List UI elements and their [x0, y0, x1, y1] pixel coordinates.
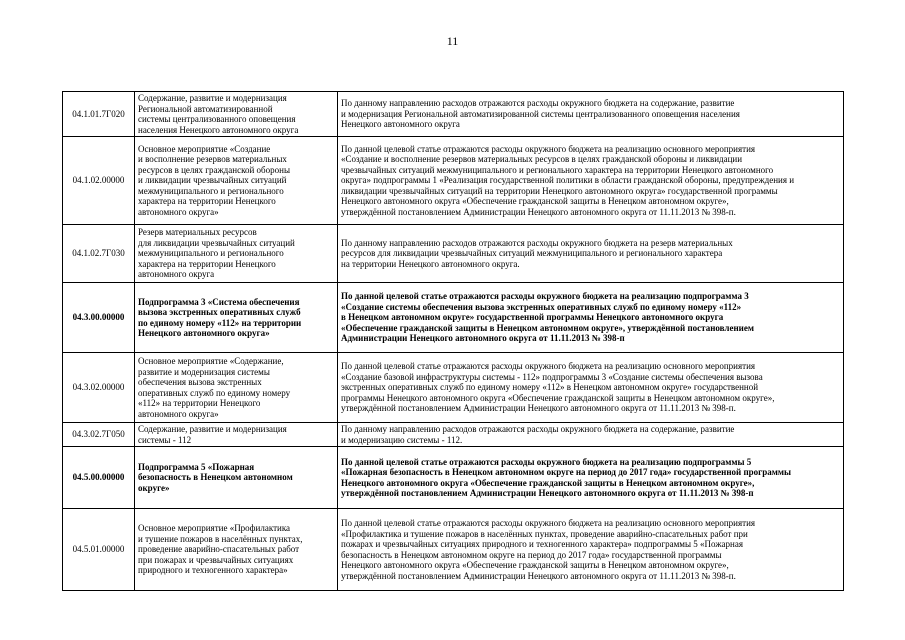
table-row	[63, 353, 844, 423]
name-line: населения Ненецкого автономного округа	[138, 124, 299, 135]
table-row	[63, 423, 844, 447]
target-article-code: 04.5.01.00000	[63, 509, 135, 591]
name-line: Основное мероприятие «Создание	[138, 143, 271, 154]
name-line: Ненецкого автономного округа»	[138, 328, 270, 338]
description-line: По данной целевой статье отражаются расходы окружного бюджета на реализацию основного мероприятия	[341, 518, 756, 528]
description-line: «Профилактика и тушение пожаров в населённых пунктах, проведение аварийно-спасательных работ при	[341, 528, 748, 539]
target-article-code: 04.5.00.00000	[63, 447, 135, 509]
description-line: По данной целевой статье отражаются расходы окружного бюджета на реализацию подпрограмма 3	[341, 291, 749, 302]
target-article-name	[135, 353, 338, 423]
name-line: по единому номеру «112» на территории	[138, 317, 302, 328]
name-line: Содержание, развитие и модернизация	[138, 93, 287, 103]
description-line: ресурсов для ликвидации чрезвычайных ситуаций межмуниципального и регионального характера	[341, 248, 723, 259]
description-line: на территории Ненецкого автономного округа.	[341, 258, 520, 269]
target-article-description	[338, 225, 844, 283]
page-number: 11	[446, 34, 459, 48]
name-line: характера на территории Ненецкого	[138, 258, 276, 269]
name-line: Содержание, развитие и модернизация	[138, 424, 287, 434]
name-line: «112» на территории Ненецкого	[138, 398, 261, 408]
name-line: автономного округа»	[138, 408, 219, 419]
target-article-description	[338, 283, 844, 353]
description-line: утверждённой постановлением Администрации Ненецкого автономного округа от 11.11.2013 № 398-п	[341, 488, 754, 498]
target-article-name	[135, 509, 338, 591]
name-line: автономного округа»	[138, 206, 219, 217]
description-line: Ненецкого автономного округа «Обеспечение гражданской защиты в Ненецком автономном округе»,	[341, 560, 729, 570]
target-article-code: 04.1.02.7Г030	[63, 225, 135, 283]
target-article-code: 04.1.01.7Г020	[63, 92, 135, 137]
name-line: ресурсов в целях гражданской обороны	[138, 164, 290, 175]
target-article-name	[135, 423, 338, 447]
description-line: и модернизацию системы - 112.	[341, 434, 463, 445]
description-line: и модернизация Региональной автоматизированной системы централизованного оповещения населения	[341, 108, 740, 119]
description-line: Ненецкого автономного округа	[341, 119, 460, 130]
description-line: Ненецкого автономного округа «Обеспечение гражданской защиты в Ненецком автономном округе»,	[341, 196, 729, 207]
table-row	[63, 447, 844, 509]
description-line: безопасность в Ненецком автономном округе на период до 2017 года» государственной программы	[341, 549, 722, 560]
description-line: утверждённой постановлением Администрации Ненецкого автономного округа от 11.11.2013 № 398-п.	[341, 403, 736, 414]
name-line: Резерв материальных ресурсов	[138, 227, 257, 238]
name-line: Подпрограмма 3 «Система обеспечения	[138, 296, 300, 307]
description-line: По данной целевой статье отражаются расходы окружного бюджета на реализацию основного мероприятия	[341, 361, 756, 372]
target-article-description	[338, 92, 844, 137]
description-line: пожарах и чрезвычайных ситуациях природного и техногенного характера» подпрограммы 5 «Пожарная	[341, 539, 743, 549]
description-line: По данному направлению расходов отражаются расходы окружного бюджета на содержание, развитие	[341, 98, 735, 109]
name-line: автономного округа	[138, 269, 215, 280]
name-line: обеспечения вызова экстренных	[138, 377, 262, 387]
name-line: проведение аварийно-спасательных работ	[138, 544, 300, 555]
name-line: природного и техногенного характера»	[138, 565, 288, 576]
description-line: «Обеспечение гражданской защиты в Ненецком автономном округе», утверждённой постановлением	[341, 322, 754, 333]
target-article-description	[338, 447, 844, 509]
description-line: «Создание базовой инфраструктуры системы - 112» подпрограммы 3 «Создание системы обеспечения вызова	[341, 371, 763, 382]
name-line: для ликвидации чрезвычайных ситуаций	[138, 237, 295, 248]
name-line: характера на территории Ненецкого	[138, 196, 276, 207]
description-line: экстренных оперативных служб по единому номеру «112» в Ненецком автономном округе» государственной	[341, 382, 759, 393]
name-line: и восполнение резервов материальных	[138, 154, 287, 165]
name-line: безопасность в Ненецком автономном	[138, 472, 293, 483]
target-article-code: 04.3.00.00000	[63, 283, 135, 353]
name-line: Региональной автоматизированной	[138, 103, 273, 114]
name-line: и ликвидации чрезвычайных ситуаций	[138, 175, 287, 186]
name-line: вызова экстренных оперативных служб	[138, 307, 301, 317]
description-line: По данному направлению расходов отражаются расходы окружного бюджета на резерв материальных	[341, 237, 733, 248]
table-row	[63, 225, 844, 283]
description-line: По данной целевой статье отражаются расходы окружного бюджета на реализацию подпрограммы 5	[341, 456, 752, 467]
description-line: ликвидации чрезвычайных ситуаций на территории Ненецкого автономного округа» государственной программы	[341, 185, 778, 196]
target-article-description	[338, 353, 844, 423]
name-line: Основное мероприятие «Содержание,	[138, 356, 284, 366]
description-line: «Создание системы обеспечения вызова экстренных оперативных служб по единому номеру «112»	[341, 301, 742, 312]
description-line: «Пожарная безопасность в Ненецком автономном округе на период до 2017 года» государственной программы	[341, 467, 792, 477]
description-line: «Создание и восполнение резервов материальных ресурсов в целях гражданской обороны и ликвидации	[341, 154, 743, 165]
description-line: в Ненецком автономном округе» государственной программы Ненецкого автономного округа	[341, 312, 724, 323]
target-article-description	[338, 509, 844, 591]
target-article-code: 04.3.02.7Г050	[63, 423, 135, 447]
target-article-description	[338, 423, 844, 447]
name-line: системы централизованного оповещения	[138, 114, 296, 124]
name-line: и тушение пожаров в населённых пунктах,	[138, 533, 303, 544]
name-line: межмуниципального и регионального	[138, 248, 284, 259]
description-line: утверждённой постановлением Администрации Ненецкого автономного округа от 11.11.2013 № 398-п.	[341, 206, 736, 217]
description-line: По данной целевой статье отражаются расходы окружного бюджета на реализацию основного мероприятия	[341, 143, 756, 154]
target-article-code: 04.1.02.00000	[63, 137, 135, 225]
description-line: округа» подпрограммы 1 «Реализация государственной политики в области гражданской обороны, предупреждения и	[341, 175, 795, 186]
description-line: По данному направлению расходов отражаются расходы окружного бюджета на содержание, развитие	[341, 424, 735, 434]
target-article-name	[135, 92, 338, 137]
description-line: чрезвычайных ситуаций межмуниципального и регионального характера на территории Ненецкого автономного	[341, 164, 774, 175]
target-article-name	[135, 137, 338, 225]
target-article-description	[338, 137, 844, 225]
table-row	[63, 509, 844, 591]
description-line: утверждённой постановлением Администрации Ненецкого автономного округа от 11.11.2013 № 398-п.	[341, 570, 736, 581]
target-article-code: 04.3.02.00000	[63, 353, 135, 423]
description-line: Администрации Ненецкого автономного округа от 11.11.2013 № 398-п	[341, 333, 625, 344]
target-article-name	[135, 225, 338, 283]
target-article-name	[135, 447, 338, 509]
description-line: Ненецкого автономного округа «Обеспечение гражданской защиты в Ненецком автономном округе»,	[341, 477, 755, 488]
name-line: при пожарах и чрезвычайных ситуациях	[138, 554, 294, 565]
table-row	[63, 92, 844, 137]
name-line: развитие и модернизация системы	[138, 366, 270, 377]
table-row	[63, 137, 844, 225]
name-line: оперативных служб по единому номеру	[138, 387, 291, 398]
description-line: программы Ненецкого автономного округа «Обеспечение гражданской защиты в Ненецком автономном округе»,	[341, 392, 775, 403]
table-row	[63, 283, 844, 353]
name-line: межмуниципального и регионального	[138, 185, 284, 196]
target-article-name	[135, 283, 338, 353]
name-line: Подпрограмма 5 «Пожарная	[138, 461, 255, 472]
name-line: округе»	[138, 482, 170, 493]
name-line: системы - 112	[138, 434, 192, 445]
name-line: Основное мероприятие «Профилактика	[138, 523, 291, 534]
budget-classification-table	[62, 91, 844, 591]
